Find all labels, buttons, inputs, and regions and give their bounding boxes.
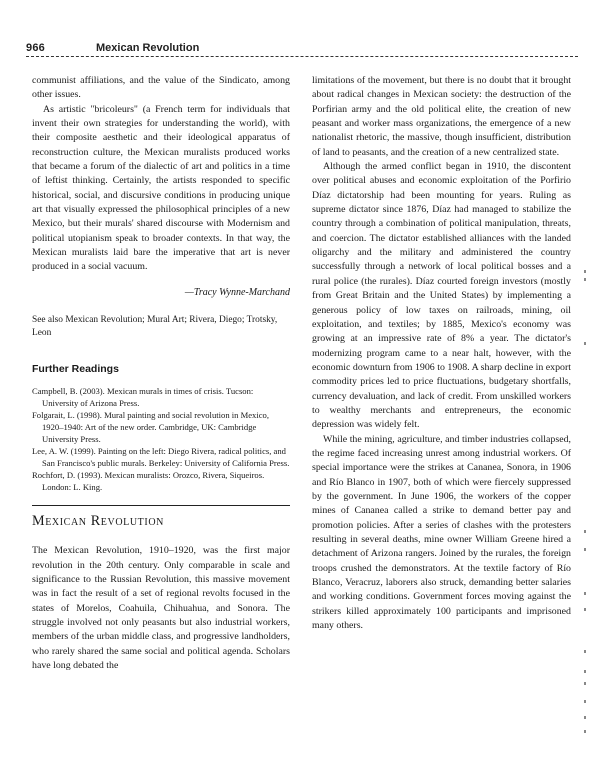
further-readings-heading: Further Readings bbox=[32, 363, 119, 376]
header-rule bbox=[26, 56, 578, 57]
reference-item: Campbell, B. (2003). Mexican murals in times of crisis. Tucson: University of Arizona Press. bbox=[32, 385, 254, 408]
right-column bbox=[312, 74, 571, 633]
opening-paragraph: communist affiliations, and the value of the Sindicato, among other issues. bbox=[32, 75, 290, 101]
entry-rule bbox=[32, 505, 290, 506]
body-paragraph: As artistic "bricoleurs" (a French term for individuals that invent their own strategies for understanding the world), with their composite aesthetic and their ideological apparatus of reconstruction culture, the Mexican muralists produced works that became a forum of the dialectic of art and politics in a time of leftist thinking. Certainly, the artists responded to specific historical, social, and discursive conditions in producing unique art that visually expressed the philosophical principles of a new Mexico, but their murals' shared discourse with Modernism and political utopianism speak to broader contexts. In that way, the Mexican muralists laid bare the imperative that art is never produced in a social vacuum. bbox=[32, 103, 290, 273]
reference-item: Folgarait, L. (1998). Mural painting and social revolution in Mexico, 1920–1940: Art of the new order. Cambridge, UK: Cambridge University Press. bbox=[32, 409, 269, 444]
reference-item: Rochfort, D. (1993). Mexican muralists: Orozco, Rivera, Siqueiros. London: L. King. bbox=[32, 470, 265, 493]
reference-item: Lee, A. W. (1999). Painting on the left: Diego Rivera, radical politics, and San Francisco's public murals. Berkeley: University of California Press. bbox=[32, 445, 290, 469]
body-paragraph: Although the armed conflict began in 1910, the discontent over political abuses and economic exploitation of the Porfirio Díaz dictatorship had been mounting for years. Ruling as supreme dictator since 1876, Díaz had managed to stabilize the country through a combination of political manipulation, threats, and coercion. The dictator established alliances with the landed oligarchy and the military and administered the country successfully through a network of local political bosses and a rural police (the rurales). Díaz courted foreign investors (mostly from Great Britain and the United States) by implementing a generous policy of low taxes on railroads, mining, oil exploitation, and textiles; by 1885, Mexico's economy was growing at an impressive rate of 8% a year. The dictator's modernizing program came to a near halt, however, with the economic downturn from 1906 to 1908. A sharp decline in export commodity prices led to price fluctuations, budgetary shortfalls, currency devaluation, and lack of credit. From unskilled workers to wealthy merchants and entrepreneurs, the economic depression was widely felt. bbox=[312, 161, 571, 431]
author-signature: —Tracy Wynne-Marchand bbox=[184, 286, 290, 298]
running-title: Mexican Revolution bbox=[96, 42, 200, 54]
page-number: 966 bbox=[26, 42, 45, 54]
see-also: See also Mexican Revolution; Mural Art; Rivera, Diego; Trotsky, Leon bbox=[32, 315, 278, 339]
body-paragraph: While the mining, agriculture, and timber industries collapsed, the regime faced increasing unrest among industrial workers. Of special importance were the strikes at Cananea, Sonora, in 1906 and Río Blanco in 1907, both of which were fiercely suppressed by the government. In June 1906, the workers of the copper mines of Cananea called a strike to demand better pay and promotion policies. After a series of clashes with the protesters resulting in several deaths, mine owner William Greene hired a detachment of Arizona rangers. Joined by the rurales, the foreign troops crushed the demonstrators. At the textile factory of Río Blanco, Veracruz, laborers also struck, demanding better salaries and working conditions. Government forces moving against the strikers killed approximately 100 participants and imprisoned many others. bbox=[312, 433, 571, 632]
entry-title: Mexican Revolution bbox=[32, 513, 164, 530]
entry-paragraph: The Mexican Revolution, 1910–1920, was the first major revolution in the 20th century. Only comparable in scale and significance to the Russian Revolution, this massive movement was in fact the result of a set of regional revolts focused in the states of Morelos, Coahuila, Chihuahua, and Sonora. The struggle involved not only peasants but also industrial workers, members of the urban middle class, and progressive landholders, who rarely shared the same social and political agenda. Scholars have long debated the bbox=[32, 545, 290, 672]
scan-margin-marks bbox=[580, 230, 594, 750]
left-column bbox=[32, 74, 290, 673]
continuation-paragraph: limitations of the movement, but there is no doubt that it brought about radical changes in Mexican society: the destruction of the Porfirian army and the old political elite, the creation of new peasant and worker mass organizations, the emergence of a new nationalist rhetoric, the massive, though insufficient, distribution of land to peasants, and the creation of a new centralized state. bbox=[312, 75, 571, 158]
page-header bbox=[26, 42, 578, 62]
